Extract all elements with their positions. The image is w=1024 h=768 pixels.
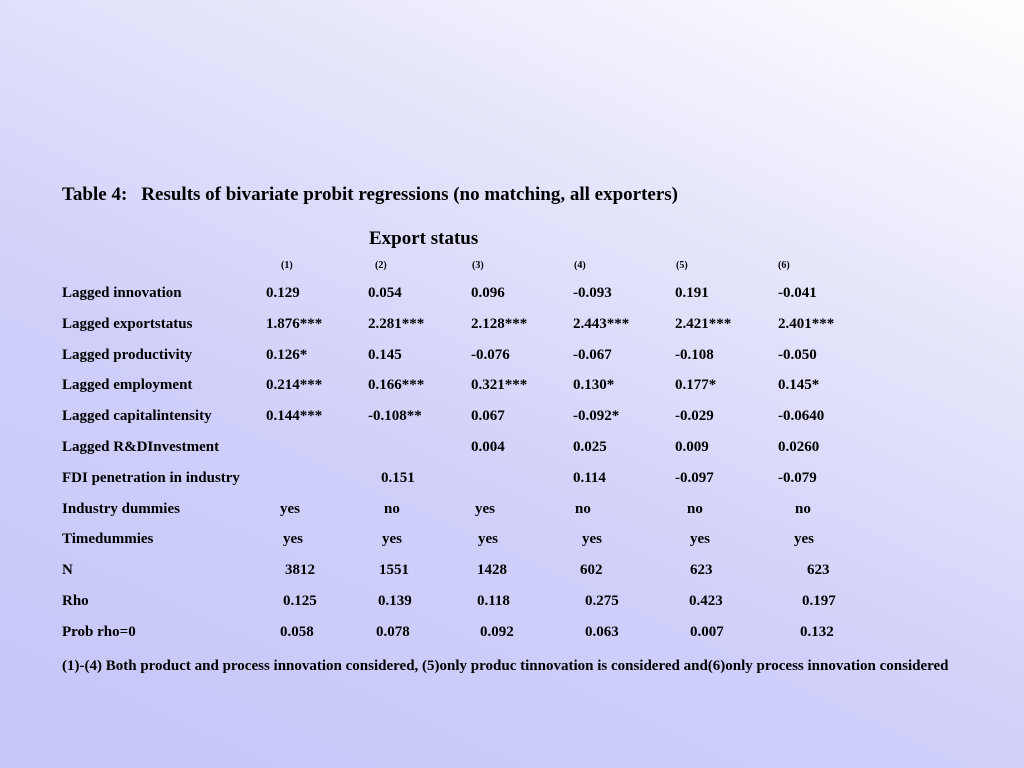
table-cell: 2.443*** [573, 316, 630, 332]
column-number-2: (2) [375, 260, 387, 271]
table-cell: -0.067 [573, 347, 612, 363]
table-cell: 0.004 [471, 439, 505, 455]
table-title-text: Results of bivariate probit regressions (no matching, all exporters) [141, 184, 679, 205]
row-label: Rho [62, 593, 89, 609]
table-cell: 0.009 [675, 439, 709, 455]
table-cell: 0.130* [573, 377, 615, 393]
row-label: Industry dummies [62, 501, 180, 517]
table-cell: 2.281*** [368, 316, 425, 332]
column-group-header: Export status [369, 228, 479, 249]
table-cell: 0.145* [778, 377, 820, 393]
table-cell: -0.108** [368, 408, 422, 424]
table-cell: -0.050 [778, 347, 817, 363]
row-label: Lagged capitalintensity [62, 408, 212, 424]
table-cell: 0.054 [368, 285, 402, 301]
table-cell: 0.118 [477, 593, 510, 609]
table-cell: -0.108 [675, 347, 714, 363]
table-cell: yes [283, 531, 303, 547]
table-cell: no [575, 501, 591, 517]
table-cell: 623 [807, 562, 830, 578]
row-label: Timedummies [62, 531, 154, 547]
table-cell: 0.125 [283, 593, 317, 609]
column-number-1: (1) [281, 260, 293, 271]
table-cell: -0.0640 [778, 408, 825, 424]
table-cell: 3812 [285, 562, 315, 578]
table-cell: 0.132 [800, 624, 834, 640]
table-cell: 1428 [477, 562, 507, 578]
table-cell: no [795, 501, 811, 517]
table-cell: 0.144*** [266, 408, 323, 424]
column-number-3: (3) [472, 260, 484, 271]
table-cell: no [687, 501, 703, 517]
row-label: N [62, 562, 73, 578]
row-label: Lagged employment [62, 377, 193, 393]
table-cell: 0.067 [471, 408, 505, 424]
row-label: Prob rho=0 [62, 624, 136, 640]
table-cell: 0.025 [573, 439, 607, 455]
table-cell: yes [478, 531, 498, 547]
table-cell: 0.214*** [266, 377, 323, 393]
table-cell: 0.007 [690, 624, 724, 640]
row-label: Lagged R&DInvestment [62, 439, 220, 455]
table-cell: 0.096 [471, 285, 505, 301]
table-cell: -0.079 [778, 470, 817, 486]
row-label: Lagged productivity [62, 347, 193, 363]
table-cell: 0.151 [381, 470, 415, 486]
table-cell: 0.092 [480, 624, 514, 640]
table-cell: 0.321*** [471, 377, 528, 393]
table-cell: -0.041 [778, 285, 817, 301]
table-cell: 0.197 [802, 593, 836, 609]
column-number-5: (5) [676, 260, 688, 271]
table-cell: yes [382, 531, 402, 547]
row-label: Lagged exportstatus [62, 316, 193, 332]
table-number: Table 4: [62, 184, 128, 205]
table-cell: 0.177* [675, 377, 717, 393]
table-cell: 1.876*** [266, 316, 323, 332]
table-footnote: (1)-(4) Both product and process innovation considered, (5)only produc tinnovation is considered and(6)only process innovation considered [62, 658, 949, 674]
table-cell: -0.092* [573, 408, 620, 424]
table-cell: yes [794, 531, 814, 547]
column-number-6: (6) [778, 260, 790, 271]
table-cell: 0.0260 [778, 439, 820, 455]
table-cell: 0.058 [280, 624, 314, 640]
table-cell: 1551 [379, 562, 409, 578]
table-cell: 0.191 [675, 285, 709, 301]
table-cell: -0.093 [573, 285, 612, 301]
table-cell: 0.129 [266, 285, 300, 301]
row-label: Lagged innovation [62, 285, 182, 301]
table-cell: yes [475, 501, 495, 517]
table-cell: -0.076 [471, 347, 510, 363]
row-label: FDI penetration in industry [62, 470, 240, 486]
table-cell: -0.097 [675, 470, 714, 486]
table-cell: 623 [690, 562, 713, 578]
table-cell: -0.029 [675, 408, 714, 424]
table-cell: yes [690, 531, 710, 547]
table-cell: 2.401*** [778, 316, 835, 332]
column-number-4: (4) [574, 260, 586, 271]
table-cell: 0.114 [573, 470, 606, 486]
table-cell: 0.145 [368, 347, 402, 363]
table-cell: yes [280, 501, 300, 517]
table-cell: 0.166*** [368, 377, 425, 393]
table-cell: 0.063 [585, 624, 619, 640]
table-cell: 2.421*** [675, 316, 732, 332]
table-cell: 0.078 [376, 624, 410, 640]
table-cell: 0.139 [378, 593, 412, 609]
table-cell: 0.126* [266, 347, 308, 363]
table-cell: 602 [580, 562, 603, 578]
table-cell: 0.423 [689, 593, 723, 609]
table-cell: 0.275 [585, 593, 619, 609]
table-cell: 2.128*** [471, 316, 528, 332]
table-cell: no [384, 501, 400, 517]
table-cell: yes [582, 531, 602, 547]
table-title [62, 184, 678, 206]
